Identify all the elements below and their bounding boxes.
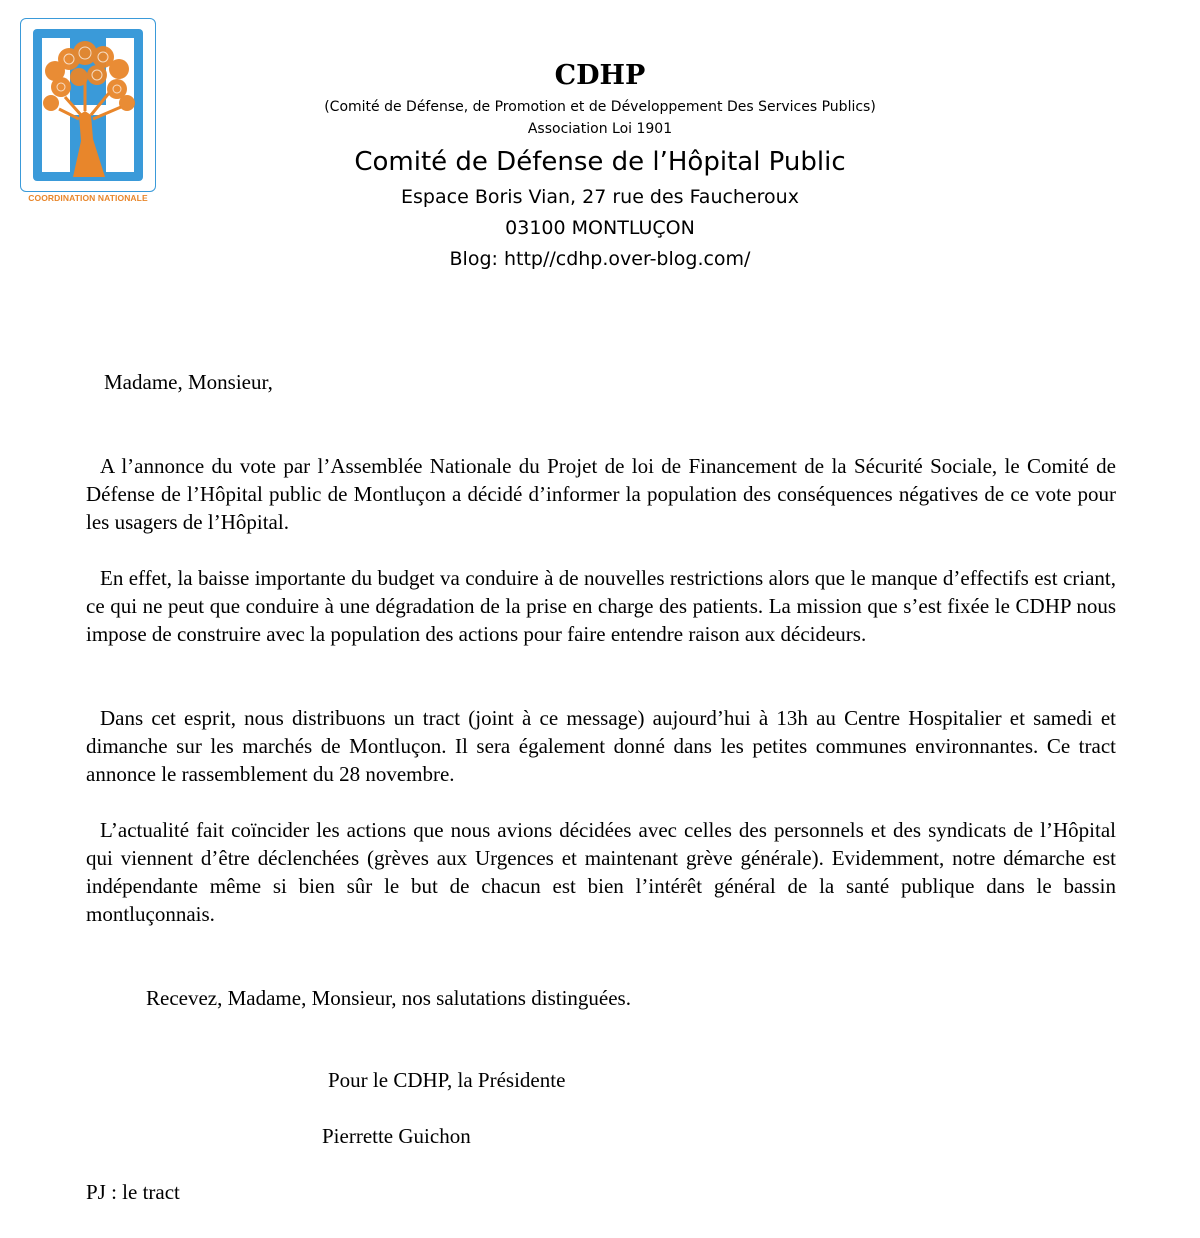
- letter-paragraph-4: L’actualité fait coïncider les actions que nous avions décidées avec celles des personnels et des syndicats de l’Hôpital qui viennent d’être déclenchées (grèves aux Urgences et maintenant grève générale). Evidemment, notre démarche est indépendante même si bien sûr le but de chacun est bien l’intérêt général de la santé publique dans le bassin montluçonnais.: [86, 818, 1116, 926]
- letter-signer: Pierrette Guichon: [322, 1124, 471, 1148]
- hospital-tree-logo-icon: [21, 19, 155, 191]
- address-street: Espace Boris Vian, 27 rue des Faucheroux: [401, 186, 799, 208]
- letter-greeting: Madame, Monsieur,: [104, 370, 273, 394]
- letterhead: [240, 56, 960, 275]
- org-full-name: (Comité de Défense, de Promotion et de Développement Des Services Publics): [324, 99, 876, 115]
- org-acronym: CDHP: [554, 60, 646, 91]
- blog-link: Blog: http//cdhp.over-blog.com/: [449, 248, 751, 270]
- association-status: Association Loi 1901: [527, 121, 673, 137]
- address-city: 03100 MONTLUÇON: [505, 217, 695, 239]
- letter-paragraph-2: En effet, la baisse importante du budget va conduire à de nouvelles restrictions alors que le manque d’effectifs est criant, ce qui ne peut que conduire à une dégradation de la prise en charge des patients. La mission que s’est fixée le CDHP nous impose de construire avec la population des actions pour faire entendre raison aux décideurs.: [86, 566, 1116, 646]
- attachment-note: PJ : le tract: [86, 1180, 180, 1204]
- letter-paragraph-1: A l’annonce du vote par l’Assemblée Nationale du Projet de loi de Financement de la Sécurité Sociale, le Comité de Défense de l’Hôpital public de Montluçon a décidé d’informer la population des conséquences négatives de ce vote pour les usagers de l’Hôpital.: [86, 454, 1116, 534]
- letter-closing: Recevez, Madame, Monsieur, nos salutations distinguées.: [146, 986, 631, 1010]
- letter-paragraph-3: Dans cet esprit, nous distribuons un tract (joint à ce message) aujourd’hui à 13h au Centre Hospitalier et samedi et dimanche sur les marchés de Montluçon. Il sera également donné dans les petites communes environnantes. Ce tract annonce le rassemblement du 28 novembre.: [86, 706, 1116, 786]
- logo: [20, 18, 156, 208]
- logo-caption: COORDINATION NATIONALE: [28, 193, 148, 203]
- committee-name: Comité de Défense de l’Hôpital Public: [354, 147, 846, 177]
- logo-frame: [20, 18, 156, 192]
- letter-signoff: Pour le CDHP, la Présidente: [328, 1068, 566, 1092]
